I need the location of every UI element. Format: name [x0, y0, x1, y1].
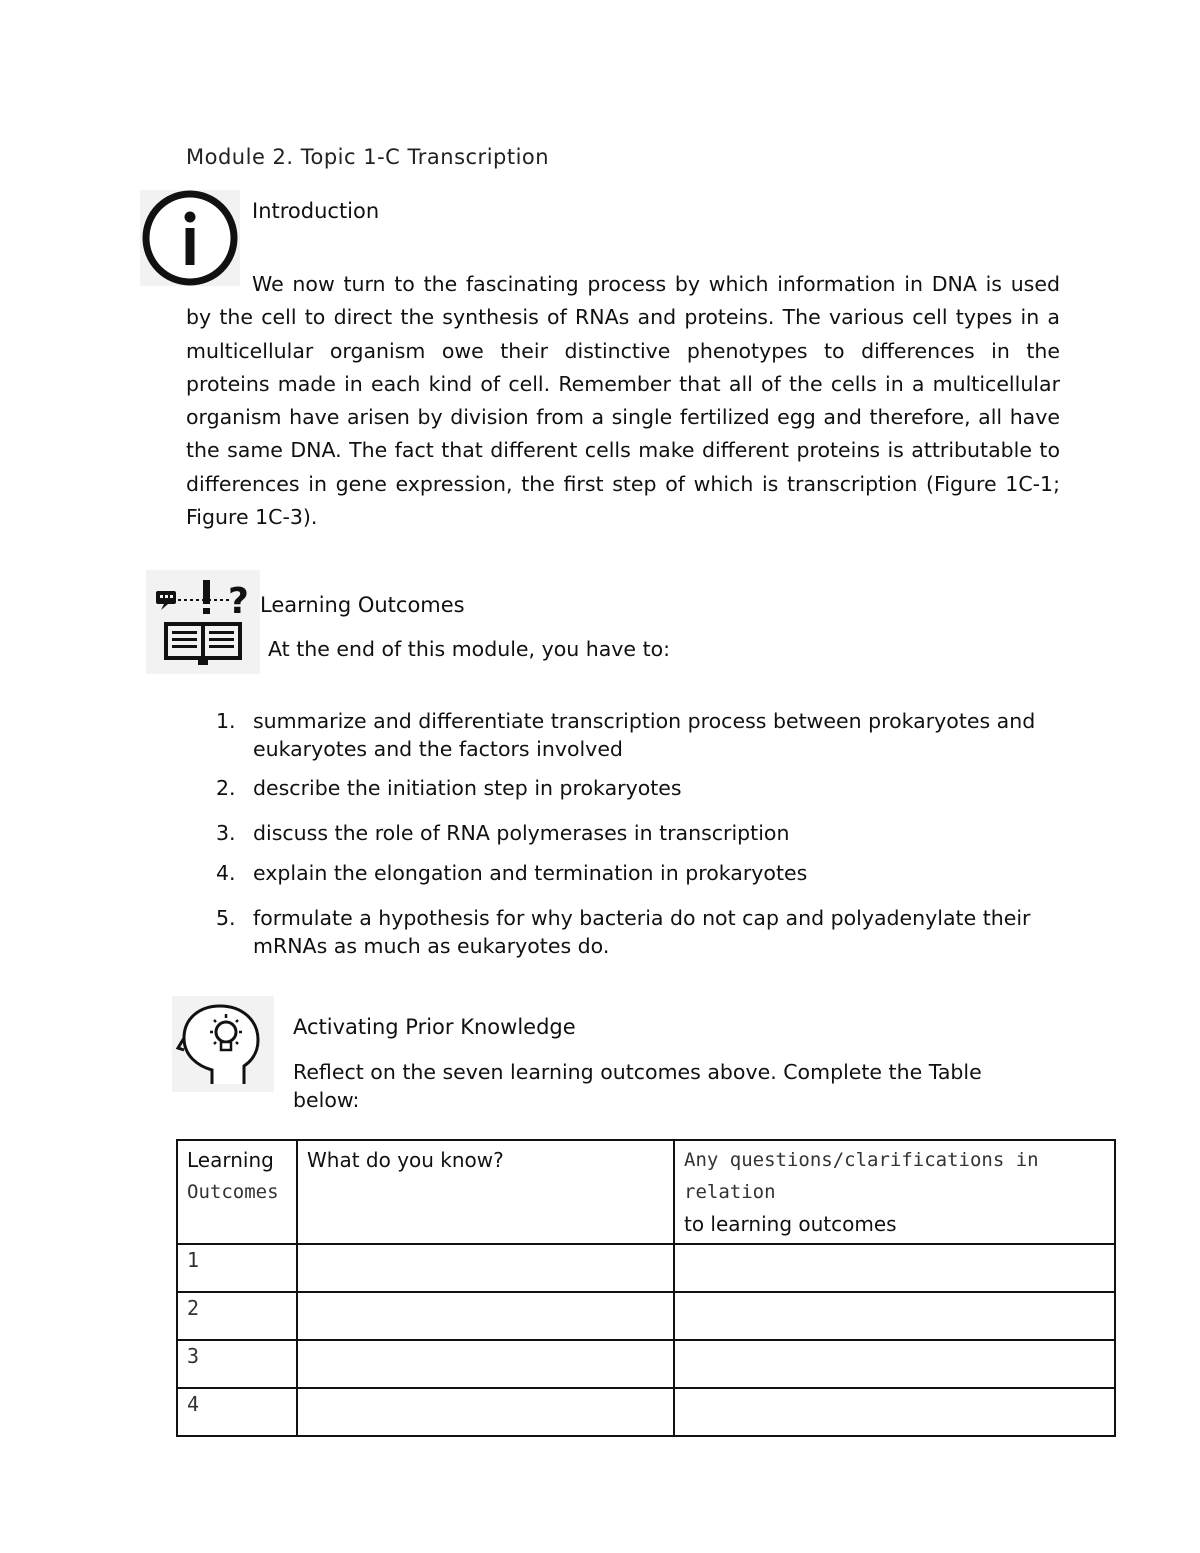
list-text: explain the elongation and termination in prokaryotes: [253, 861, 808, 885]
header-text: Learning: [187, 1148, 274, 1172]
header-text: to learning outcomes: [684, 1212, 897, 1236]
header-learning-outcomes: [177, 1140, 297, 1244]
header-questions: [674, 1140, 1115, 1244]
list-text: describe the initiation step in prokaryotes: [253, 776, 682, 800]
list-number: 2.: [216, 776, 236, 800]
introduction-heading: Introduction: [252, 199, 380, 223]
header-text: Outcomes: [187, 1181, 279, 1203]
prior-knowledge-heading: Activating Prior Knowledge: [293, 1015, 576, 1039]
learning-outcomes-list: [216, 707, 1076, 960]
know-cell[interactable]: [297, 1292, 674, 1340]
list-item: [216, 774, 1076, 802]
questions-cell[interactable]: [674, 1292, 1115, 1340]
row-number: 4: [177, 1388, 297, 1436]
know-cell[interactable]: [297, 1340, 674, 1388]
table-row: [177, 1292, 1115, 1340]
list-number: 3.: [216, 821, 236, 845]
questions-cell[interactable]: [674, 1340, 1115, 1388]
know-cell[interactable]: [297, 1388, 674, 1436]
head-lightbulb-icon: [172, 996, 274, 1092]
list-text: formulate a hypothesis for why bacteria do not cap and polyadenylate their mRNAs as much as eukaryotes do.: [253, 906, 1031, 958]
learning-outcomes-subheading: At the end of this module, you have to:: [268, 637, 671, 661]
learning-outcomes-heading: Learning Outcomes: [260, 593, 465, 617]
list-item: [216, 819, 1076, 847]
table-row: [177, 1340, 1115, 1388]
list-item: [216, 904, 1076, 960]
row-number: 3: [177, 1340, 297, 1388]
list-item: [216, 707, 1076, 763]
prior-knowledge-instruction: Reflect on the seven learning outcomes above. Complete the Table below:: [293, 1060, 982, 1112]
header-text: What do you know?: [307, 1148, 504, 1172]
introduction-paragraph: We now turn to the fascinating process by which information in DNA is used by the cell to direct the synthesis of RNAs and proteins. The various cell types in a multicellular organism owe their distinctive phenotypes to differences in the proteins made in each kind of cell. Remember that all of the cells in a multicellular organism have arisen by division from a single fertilized egg and therefore, all have the same DNA. The fact that different cells make different proteins is attributable to differences in gene expression, the first step of which is transcription (Figure 1C-1; Figure 1C-3).: [186, 272, 1060, 530]
list-number: 5.: [216, 906, 236, 930]
list-text: discuss the role of RNA polymerases in transcription: [253, 821, 790, 845]
header-what-do-you-know: [297, 1140, 674, 1244]
list-text: summarize and differentiate transcription process between prokaryotes and eukaryotes and the factors involved: [253, 709, 1036, 761]
module-title: Module 2. Topic 1-C Transcription: [186, 145, 550, 169]
table-row: [177, 1388, 1115, 1436]
learning-outcomes-table: [176, 1139, 1116, 1437]
table-header-row: [177, 1140, 1115, 1244]
list-item: [216, 859, 1076, 887]
list-number: 1.: [216, 709, 236, 733]
know-cell[interactable]: [297, 1244, 674, 1292]
book-question-icon: [146, 570, 260, 674]
row-number: 2: [177, 1292, 297, 1340]
row-number: 1: [177, 1244, 297, 1292]
list-number: 4.: [216, 861, 236, 885]
table-row: [177, 1244, 1115, 1292]
questions-cell[interactable]: [674, 1244, 1115, 1292]
svg-text:?: ?: [228, 581, 249, 622]
questions-cell[interactable]: [674, 1388, 1115, 1436]
header-text: Any questions/clarifications in relation: [684, 1149, 1039, 1203]
